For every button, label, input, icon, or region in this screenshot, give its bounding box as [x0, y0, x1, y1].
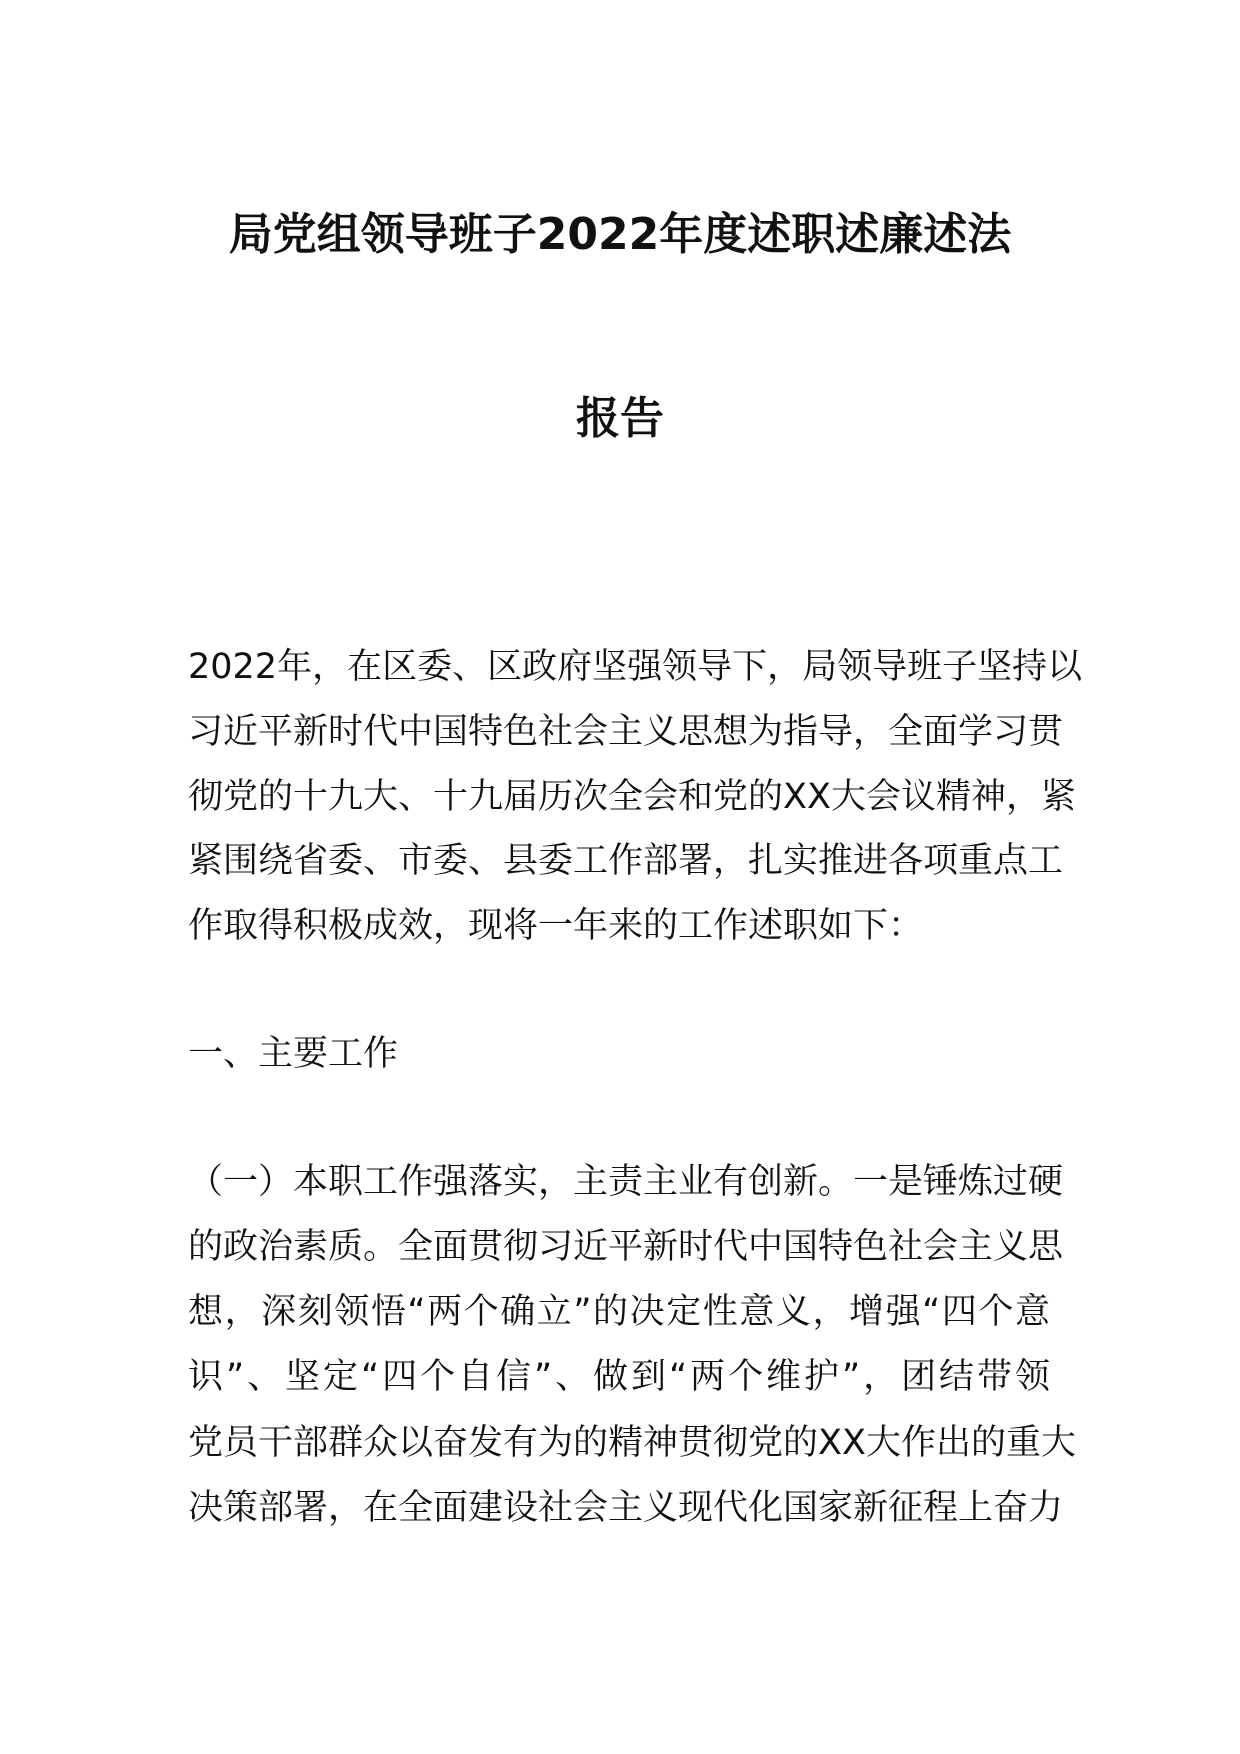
paragraph-line: （一）本职工作强落实，主责主业有创新。一是锤炼过硬: [188, 1162, 1064, 1202]
paragraph-line: 习近平新时代中国特色社会主义思想为指导，全面学习贯: [188, 712, 1064, 752]
paragraph-line: 彻党的十九大、十九届历次全会和党的XX大会议精神，紧: [188, 777, 1076, 817]
document-title-line-2: 报告: [576, 393, 664, 444]
document-title-line-1: 局党组领导班子2022年度述职述廉述法: [228, 209, 1012, 260]
paragraph-line: 紧围绕省委、市委、县委工作部署，扎实推进各项重点工: [188, 841, 1064, 881]
paragraph-line: 的政治素质。全面贯彻习近平新时代中国特色社会主义思: [188, 1227, 1064, 1267]
paragraph-line: 2022年，在区委、区政府坚强领导下，局领导班子坚持以: [188, 647, 1083, 687]
section-heading: 一、主要工作: [188, 1034, 399, 1074]
paragraph-line: 党员干部群众以奋发有为的精神贯彻党的XX大作出的重大: [188, 1423, 1076, 1463]
paragraph-line: 想，深刻领悟“两个确立”的决定性意义，增强“四个意: [188, 1292, 1050, 1332]
paragraph-line: 决策部署，在全面建设社会主义现代化国家新征程上奋力: [188, 1488, 1064, 1528]
paragraph-line: 识”、坚定“四个自信”、做到“两个维护”，团结带领: [188, 1357, 1050, 1397]
paragraph-line: 作取得积极成效，现将一年来的工作述职如下：: [188, 906, 924, 946]
